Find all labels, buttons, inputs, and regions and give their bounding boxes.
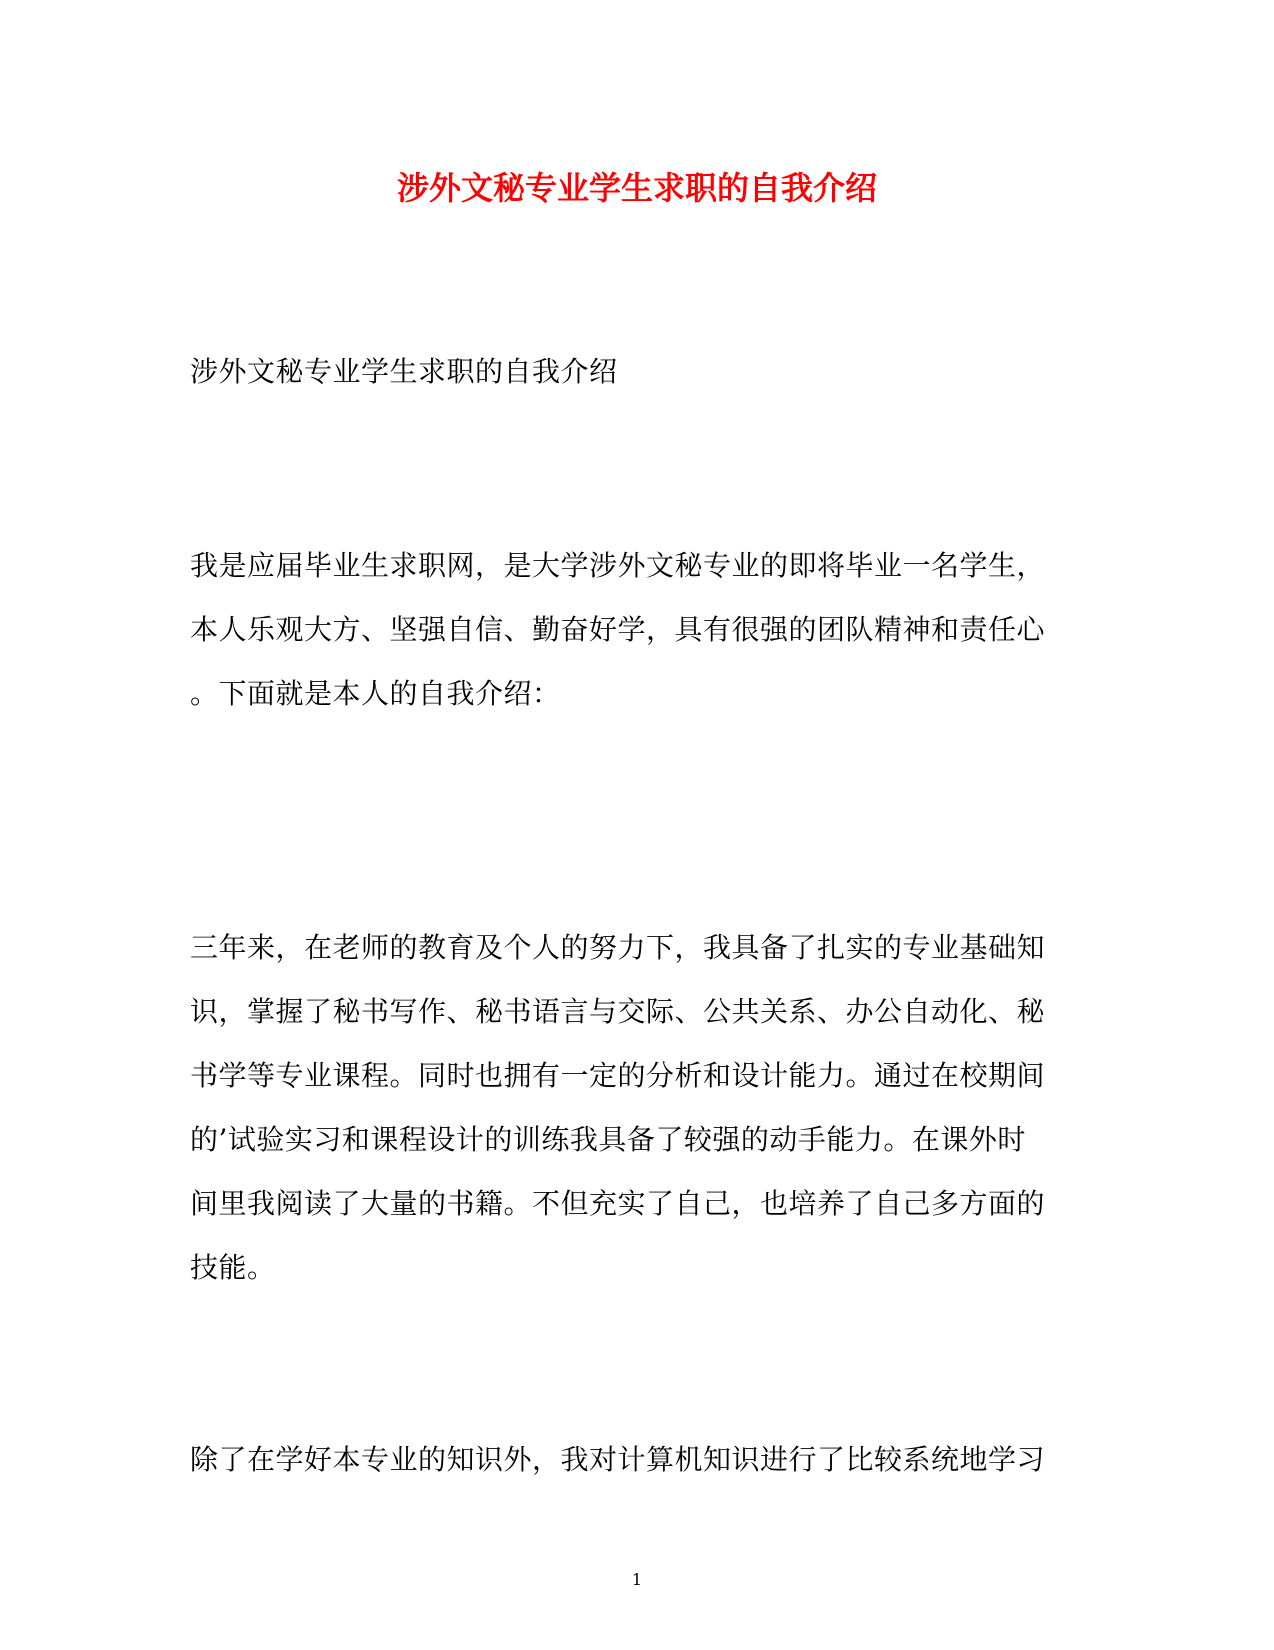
paragraph-1 — [190, 534, 1070, 726]
paragraph-line: 除了在学好本专业的知识外，我对计算机知识进行了比较系统地学习 — [190, 1443, 1046, 1476]
page-number: 1 — [631, 1570, 643, 1589]
paragraph-line: 。下面就是本人的自我介绍： — [190, 677, 561, 710]
paragraph-line: 三年来，在老师的教育及个人的努力下，我具备了扎实的专业基础知 — [190, 931, 1046, 964]
subtitle-line: 涉外文秘专业学生求职的自我介绍 — [190, 355, 618, 388]
paragraph-line: 书学等专业课程。同时也拥有一定的分析和设计能力。通过在校期间 — [190, 1059, 1046, 1092]
paragraph-line: 本人乐观大方、坚强自信、勤奋好学，具有很强的团队精神和责任心 — [190, 613, 1046, 646]
paragraph-2 — [190, 916, 1070, 1300]
paragraph-line: 识，掌握了秘书写作、秘书语言与交际、公共关系、办公自动化、秘 — [190, 995, 1046, 1028]
paragraph-3 — [190, 1428, 1070, 1492]
paragraph-line: 间里我阅读了大量的书籍。不但充实了自己，也培养了自己多方面的 — [190, 1187, 1046, 1220]
document-subtitle — [190, 340, 1070, 404]
document-title: 涉外文秘专业学生求职的自我介绍 — [396, 169, 877, 207]
paragraph-line: 技能。 — [190, 1251, 276, 1284]
paragraph-line: 我是应届毕业生求职网，是大学涉外文秘专业的即将毕业一名学生， — [190, 549, 1046, 582]
paragraph-line: 的’试验实习和课程设计的训练我具备了较强的动手能力。在课外时 — [190, 1123, 1026, 1156]
